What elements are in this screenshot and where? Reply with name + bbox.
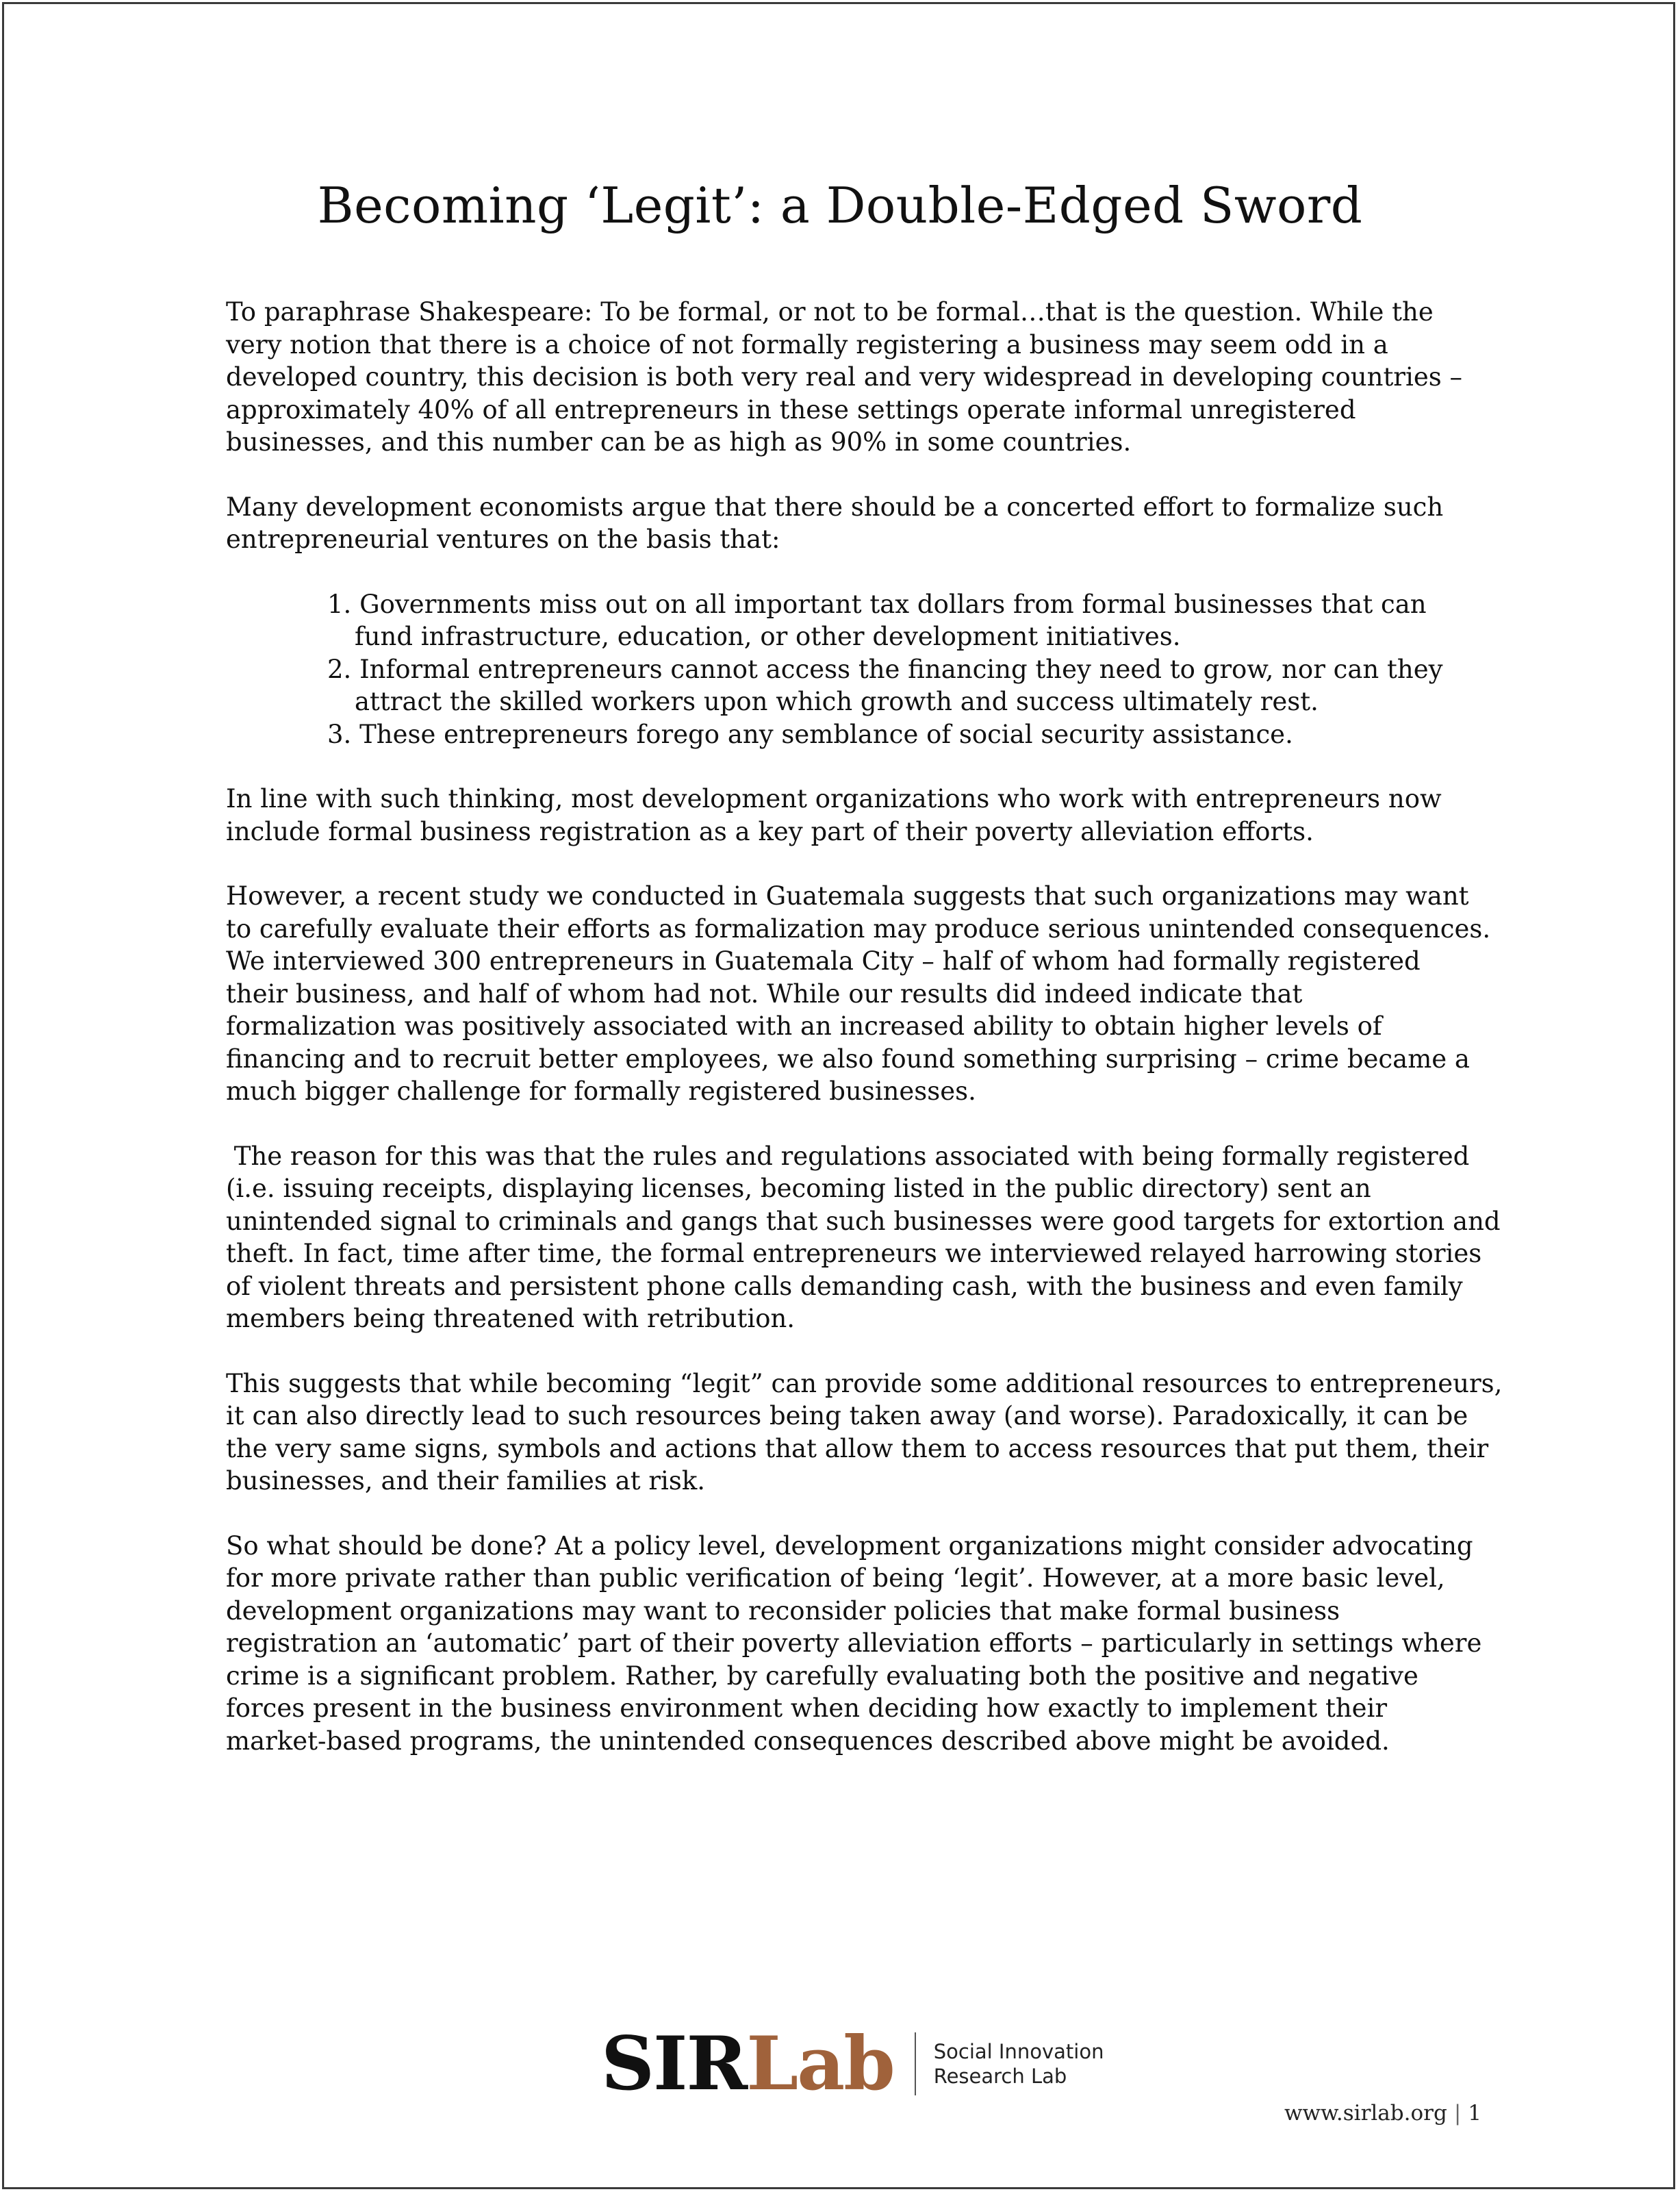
list-item — [327, 718, 1465, 751]
text-line: include formal business registration as a key part of their poverty alleviation efforts. — [226, 816, 1314, 846]
text-line: The reason for this was that the rules and regulations associated with being formally registered — [226, 1141, 1470, 1171]
paragraph-intro — [226, 296, 1465, 459]
text-line: much bigger challenge for formally registered businesses. — [226, 1076, 976, 1106]
paragraph-reason — [226, 1140, 1501, 1335]
text-line: market-based programs, the unintended consequences described above might be avoided. — [226, 1726, 1390, 1756]
text-line: crime is a significant problem. Rather, by carefully evaluating both the positive and negative — [226, 1661, 1418, 1691]
paragraph-suggests — [226, 1367, 1503, 1498]
text-line: 1. Governments miss out on all important tax dollars from formal businesses that can — [327, 589, 1427, 619]
logo-tagline-line: Research Lab — [933, 2065, 1067, 2088]
text-line: members being threatened with retribution. — [226, 1304, 796, 1333]
text-line: 2. Informal entrepreneurs cannot access the financing they need to grow, nor can they — [327, 654, 1443, 684]
logo-wordmark-lab: Lab — [746, 2021, 894, 2107]
footer-separator: | — [1453, 2101, 1462, 2126]
text-line: businesses, and their families at risk. — [226, 1466, 706, 1496]
text-line: formalization was positively associated with an increased ability to obtain higher levels of — [226, 1011, 1382, 1041]
footer-url: www.sirlab.org — [1284, 2101, 1447, 2126]
paragraph-in-line — [226, 783, 1465, 848]
text-line: theft. In fact, time after time, the formal entrepreneurs we interviewed relayed harrowing stories — [226, 1239, 1482, 1268]
text-line: the very same signs, symbols and actions that allow them to access resources that put them, their — [226, 1433, 1489, 1463]
text-line: financing and to recruit better employees, we also found something surprising – crime became a — [226, 1044, 1470, 1074]
text-line: development organizations may want to reconsider policies that make formal business — [226, 1596, 1340, 1626]
logo-tagline-line: Social Innovation — [933, 2040, 1104, 2063]
text-line: So what should be done? At a policy level, development organizations might consider advocating — [226, 1530, 1473, 1561]
text-line: attract the skilled workers upon which growth and success ultimately rest. — [355, 687, 1319, 716]
list-item — [327, 653, 1465, 718]
text-line: To paraphrase Shakespeare: To be formal, or not to be formal…that is the question. While the — [226, 297, 1434, 327]
text-line: However, a recent study we conducted in Guatemala suggests that such organizations may want — [226, 881, 1469, 911]
page-number: 1 — [1468, 2101, 1481, 2126]
text-line: for more private rather than public verification of being ‘legit’. However, at a more basic level, — [226, 1563, 1445, 1593]
paragraph-study — [226, 880, 1491, 1108]
logo-divider — [915, 2032, 916, 2095]
text-line: fund infrastructure, education, or other development initiatives. — [355, 622, 1181, 651]
text-line: registration an ‘automatic’ part of their poverty alleviation efforts – particularly in settings where — [226, 1628, 1482, 1658]
document-title: Becoming ‘Legit’: a Double-Edged Sword — [317, 177, 1363, 234]
text-line: 3. These entrepreneurs forego any semblance of social security assistance. — [327, 719, 1293, 749]
text-line: We interviewed 300 entrepreneurs in Guatemala City – half of whom had formally registered — [226, 946, 1421, 976]
text-line: (i.e. issuing receipts, displaying licenses, becoming listed in the public directory) sent an — [226, 1174, 1371, 1203]
document-body — [226, 296, 1503, 1789]
text-line: entrepreneurial ventures on the basis that: — [226, 525, 780, 554]
logo-wordmark-sir: SIR — [601, 2021, 747, 2107]
text-line: In line with such thinking, most development organizations who work with entrepreneurs now — [226, 784, 1442, 814]
text-line: their business, and half of whom had not. While our results did indeed indicate that — [226, 979, 1303, 1009]
text-line: very notion that there is a choice of not formally registering a business may seem odd in a — [226, 329, 1388, 360]
list-item — [327, 588, 1465, 653]
text-line: it can also directly lead to such resources being taken away (and worse). Paradoxically, it can be — [226, 1401, 1468, 1430]
logo-tagline — [934, 2039, 1104, 2089]
numbered-list — [226, 588, 1465, 751]
text-line: This suggests that while becoming “legit” can provide some additional resources to entrepreneurs, — [226, 1368, 1503, 1398]
text-line: of violent threats and persistent phone calls demanding cash, with the business and even family — [226, 1271, 1463, 1301]
text-line: forces present in the business environment when deciding how exactly to implement their — [226, 1693, 1388, 1723]
text-line: developed country, this decision is both very real and very widespread in developing countries – — [226, 362, 1462, 392]
text-line: businesses, and this number can be as high as 90% in some countries. — [226, 427, 1132, 457]
text-line: approximately 40% of all entrepreneurs in these settings operate informal unregistered — [226, 394, 1356, 425]
text-line: Many development economists argue that there should be a concerted effort to formalize such — [226, 492, 1444, 522]
paragraph-conclusion — [226, 1530, 1482, 1758]
sirlab-logo — [601, 2021, 1104, 2107]
page-footer — [1284, 2100, 1481, 2127]
paragraph-economists — [226, 491, 1465, 556]
text-line: unintended signal to criminals and gangs that such businesses were good targets for extortion and — [226, 1206, 1501, 1236]
text-line: to carefully evaluate their efforts as formalization may produce serious unintended consequences. — [226, 913, 1491, 944]
